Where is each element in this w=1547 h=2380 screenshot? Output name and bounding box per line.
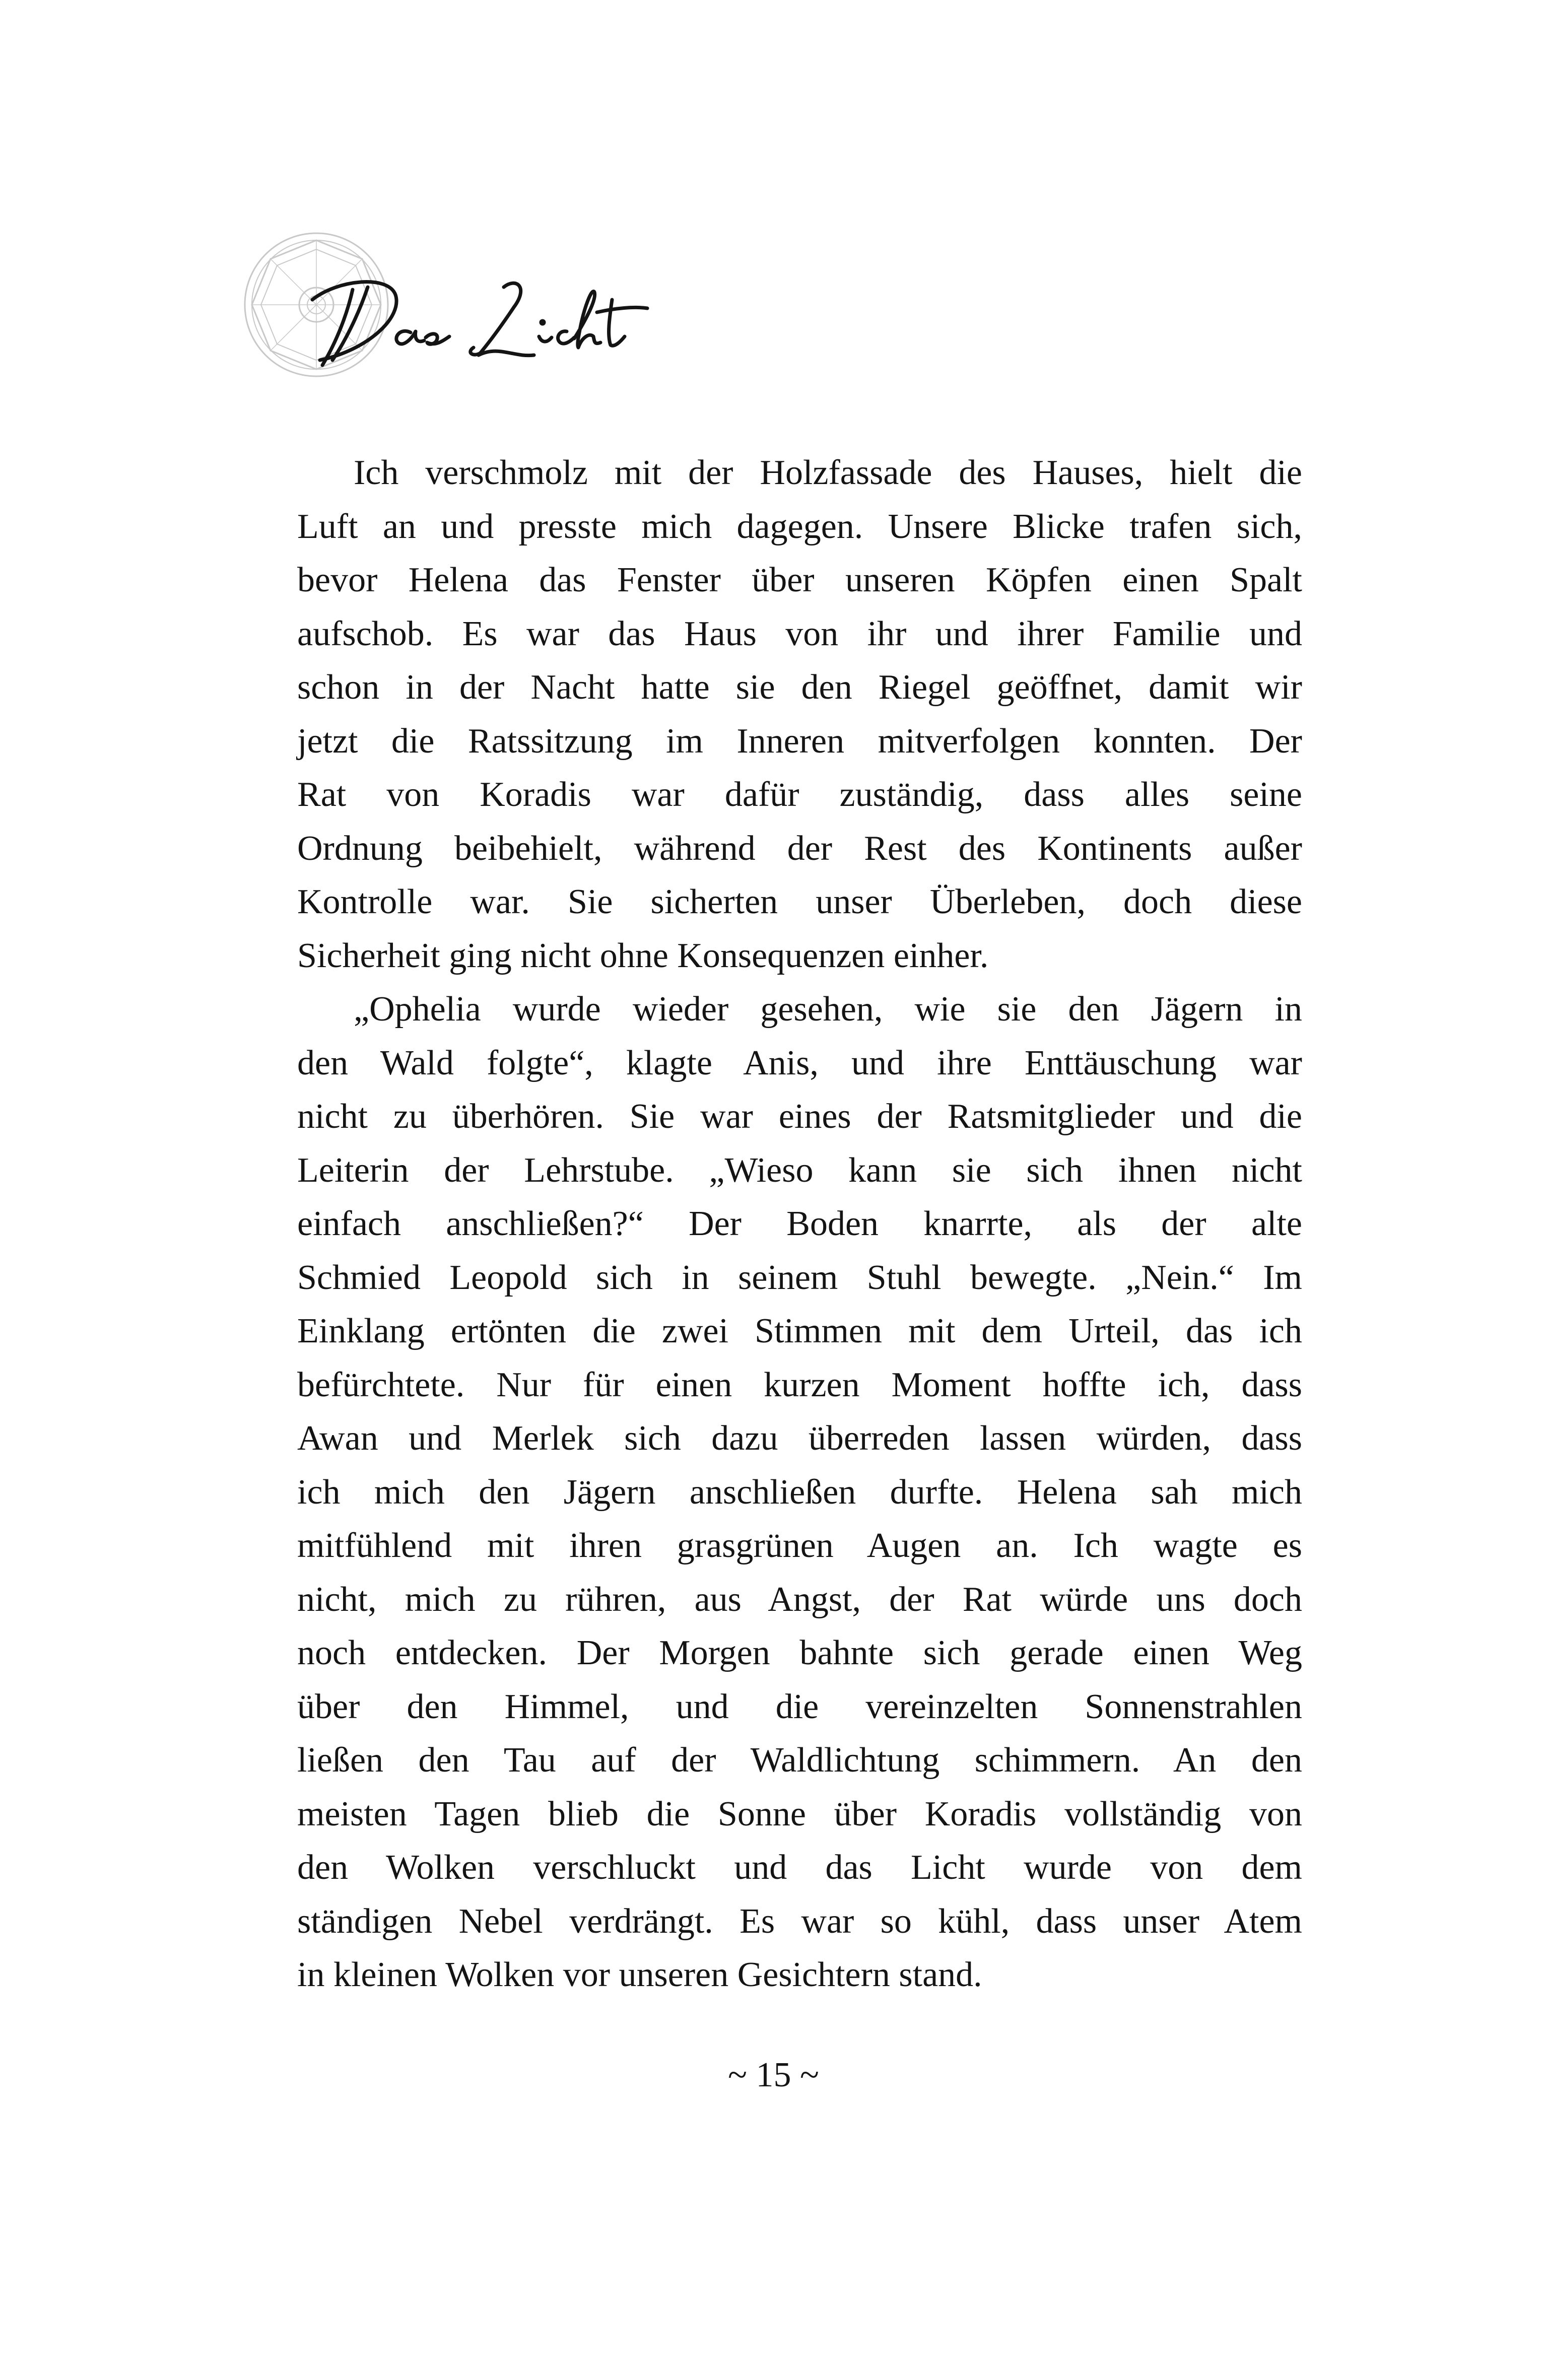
text-line: ich mich den Jägern anschließen durfte. Helena sah mich xyxy=(297,1472,1302,1512)
text-line: bevor Helena das Fenster über unseren Köpfen einen Spalt xyxy=(297,561,1302,599)
text-line: nicht, mich zu rühren, aus Angst, der Rat würde uns doch xyxy=(297,1580,1302,1619)
text-line: aufschob. Es war das Haus von ihr und ihrer Familie und xyxy=(297,614,1302,653)
text-line: Luft an und presste mich dagegen. Unsere Blicke trafen sich, xyxy=(297,507,1302,546)
paragraph xyxy=(297,983,1302,2002)
text-line: den Wald folgte“, klagte Anis, und ihre Enttäuschung war xyxy=(297,1043,1302,1082)
body-text xyxy=(297,446,1302,2002)
text-line: meisten Tagen blieb die Sonne über Koradis vollständig von xyxy=(297,1794,1302,1833)
text-line: mitfühlend mit ihren grasgrünen Augen an. Ich wagte es xyxy=(297,1526,1302,1565)
text-line: ständigen Nebel verdrängt. Es war so kühl, dass unser Atem xyxy=(297,1901,1302,1941)
page-number: ~ 15 ~ xyxy=(728,2056,819,2094)
text-line: schon in der Nacht hatte sie den Riegel geöffnet, damit wir xyxy=(297,668,1302,707)
text-line: einfach anschließen?“ Der Boden knarrte, als der alte xyxy=(297,1204,1302,1243)
text-line: jetzt die Ratssitzung im Inneren mitverfolgen konnten. Der xyxy=(297,721,1302,761)
paragraph xyxy=(297,446,1302,983)
text-line: über den Himmel, und die vereinzelten Sonnenstrahlen xyxy=(297,1687,1302,1726)
text-line: Rat von Koradis war dafür zuständig, dass alles seine xyxy=(297,775,1302,814)
text-line: Einklang ertönten die zwei Stimmen mit dem Urteil, das ich xyxy=(297,1312,1302,1350)
chapter-title-script xyxy=(292,252,655,383)
text-line: „Ophelia wurde wieder gesehen, wie sie den Jägern in xyxy=(354,990,1302,1029)
text-line: den Wolken verschluckt und das Licht wurde von dem xyxy=(297,1848,1302,1887)
text-line: Ordnung beibehielt, während der Rest des Kontinents außer xyxy=(297,829,1302,868)
text-line: Sicherheit ging nicht ohne Konsequenzen einher. xyxy=(297,936,989,975)
text-line: Awan und Merlek sich dazu überreden lassen würden, dass xyxy=(297,1419,1302,1458)
text-line: Schmied Leopold sich in seinem Stuhl bewegte. „Nein.“ Im xyxy=(297,1258,1302,1297)
text-line: noch entdecken. Der Morgen bahnte sich gerade einen Weg xyxy=(297,1634,1302,1672)
text-line: ließen den Tau auf der Waldlichtung schimmern. An den xyxy=(297,1741,1302,1780)
text-line: Leiterin der Lehrstube. „Wieso kann sie sich ihnen nicht xyxy=(297,1150,1302,1190)
text-line: in kleinen Wolken vor unseren Gesichtern stand. xyxy=(297,1955,982,1994)
text-line: befürchtete. Nur für einen kurzen Moment hoffte ich, dass xyxy=(297,1365,1302,1404)
text-line: Kontrolle war. Sie sicherten unser Überleben, doch diese xyxy=(297,882,1302,921)
text-line: nicht zu überhören. Sie war eines der Ratsmitglieder und die xyxy=(297,1097,1302,1136)
text-line: Ich verschmolz mit der Holzfassade des Hauses, hielt die xyxy=(354,453,1302,492)
